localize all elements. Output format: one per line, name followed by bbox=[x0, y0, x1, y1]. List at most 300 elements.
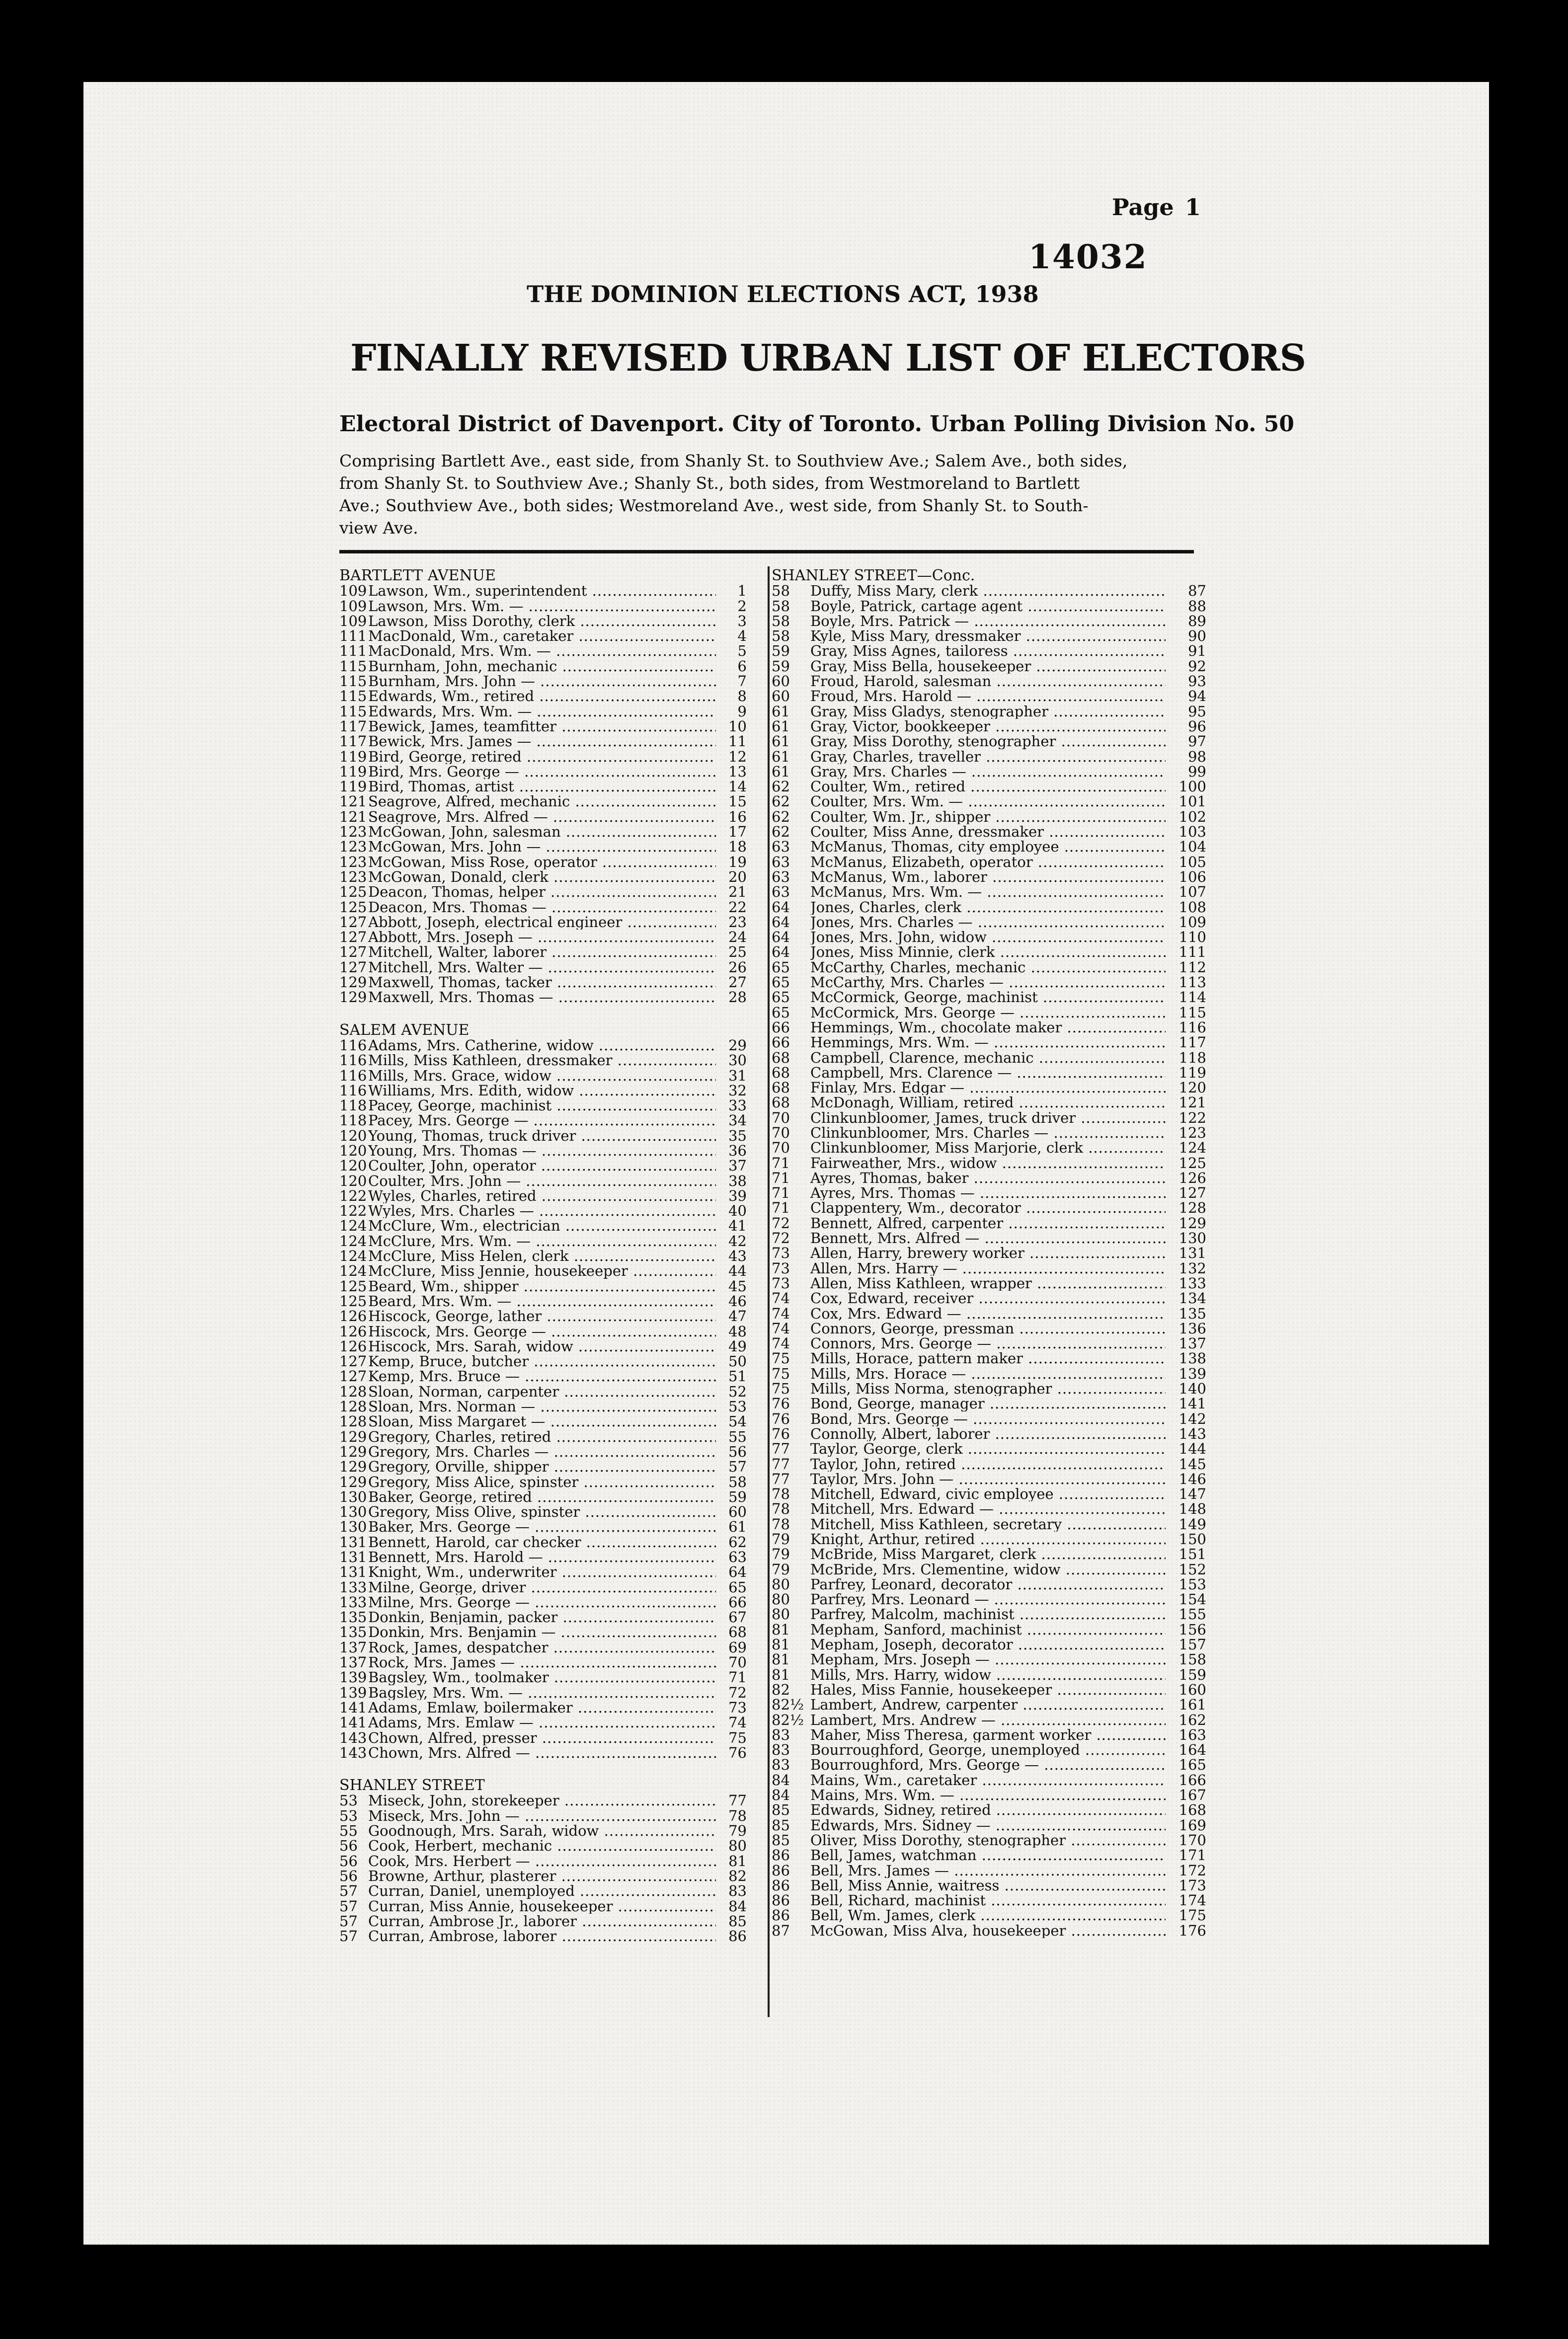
entry-address: 122 bbox=[339, 1203, 367, 1219]
elector-entry bbox=[339, 1475, 747, 1489]
elector-entry bbox=[339, 659, 747, 674]
entry-name: McGowan, Miss Alva, housekeeper ..... bbox=[810, 1923, 1166, 1938]
header-rule bbox=[339, 550, 1194, 553]
elector-list-shanley-continued bbox=[772, 583, 1206, 1938]
entry-number: 40 bbox=[728, 1203, 747, 1219]
entry-name: Coulter, John, operator ..... bbox=[368, 1158, 716, 1173]
entry-address: 68 bbox=[772, 1065, 790, 1081]
entry-number: 162 bbox=[1178, 1712, 1206, 1727]
entry-name: Campbell, Mrs. Clarence — ..... bbox=[810, 1065, 1166, 1080]
entry-address: 121 bbox=[339, 794, 367, 809]
entry-address: 130 bbox=[339, 1519, 367, 1535]
entry-address: 129 bbox=[339, 1429, 367, 1444]
entry-name: McBride, Miss Margaret, clerk ..... bbox=[810, 1547, 1166, 1561]
entry-address: 55 bbox=[339, 1823, 358, 1839]
entry-name: McGowan, Donald, clerk ..... bbox=[368, 869, 716, 884]
entry-name: Hiscock, George, lather ..... bbox=[368, 1309, 716, 1324]
entry-number: 165 bbox=[1178, 1757, 1206, 1773]
entry-name: Mitchell, Walter, laborer ..... bbox=[368, 944, 716, 959]
entry-name: Duffy, Miss Mary, clerk ..... bbox=[810, 583, 1166, 598]
entry-address: 57 bbox=[339, 1883, 358, 1899]
elector-entry bbox=[339, 1143, 747, 1158]
elector-entry bbox=[339, 628, 747, 643]
entry-name: Bell, Mrs. James — ..... bbox=[810, 1863, 1166, 1878]
entry-number: 14 bbox=[728, 779, 747, 794]
entry-name: Cook, Mrs. Herbert — ..... bbox=[368, 1854, 716, 1869]
entry-address: 82 bbox=[772, 1682, 790, 1698]
elector-entry bbox=[772, 1517, 1206, 1532]
entry-name: Seagrove, Mrs. Alfred — ..... bbox=[368, 809, 716, 824]
entry-number: 53 bbox=[728, 1399, 747, 1414]
entry-number: 143 bbox=[1178, 1426, 1206, 1442]
entry-name: Donkin, Mrs. Benjamin — ..... bbox=[368, 1625, 716, 1639]
entry-address: 137 bbox=[339, 1655, 367, 1670]
elector-entry bbox=[339, 975, 747, 990]
elector-entry bbox=[339, 1564, 747, 1579]
entry-number: 144 bbox=[1178, 1441, 1206, 1457]
entry-number: 27 bbox=[728, 975, 747, 990]
entry-number: 110 bbox=[1178, 930, 1206, 945]
entry-address: 84 bbox=[772, 1772, 790, 1788]
entry-name: Jones, Charles, clerk ..... bbox=[810, 900, 1166, 915]
entry-address: 70 bbox=[772, 1125, 790, 1141]
entry-name: Froud, Mrs. Harold — ..... bbox=[810, 689, 1166, 703]
entry-name: Taylor, John, retired ..... bbox=[810, 1457, 1166, 1472]
elector-list-shanley bbox=[339, 1793, 747, 1944]
entry-number: 152 bbox=[1178, 1561, 1206, 1577]
entry-address: 64 bbox=[772, 914, 790, 930]
entry-name: McBride, Mrs. Clementine, widow ..... bbox=[810, 1562, 1166, 1577]
elector-entry bbox=[339, 1625, 747, 1639]
entry-name: Sloan, Norman, carpenter ..... bbox=[368, 1384, 716, 1399]
elector-entry bbox=[772, 764, 1206, 779]
entry-number: 133 bbox=[1178, 1275, 1206, 1291]
entry-address: 127 bbox=[339, 959, 367, 975]
elector-entry bbox=[772, 1020, 1206, 1035]
entry-name: Allen, Mrs. Harry — ..... bbox=[810, 1261, 1166, 1276]
entry-address: 125 bbox=[339, 884, 367, 900]
entry-number: 170 bbox=[1178, 1832, 1206, 1848]
entry-name: Rock, James, despatcher ..... bbox=[368, 1640, 716, 1655]
elector-entry bbox=[772, 1788, 1206, 1802]
elector-entry bbox=[772, 719, 1206, 734]
entry-address: 65 bbox=[772, 975, 790, 990]
entry-address: 77 bbox=[772, 1441, 790, 1457]
entry-number: 66 bbox=[728, 1594, 747, 1610]
elector-entry bbox=[772, 599, 1206, 614]
entry-number: 58 bbox=[728, 1474, 747, 1489]
entry-address: 86 bbox=[772, 1848, 790, 1863]
entry-name: MacDonald, Wm., caretaker ..... bbox=[368, 628, 716, 643]
elector-entry bbox=[772, 1035, 1206, 1050]
entry-name: Wyles, Charles, retired ..... bbox=[368, 1188, 716, 1203]
elector-entry bbox=[339, 719, 747, 734]
elector-entry bbox=[772, 1095, 1206, 1110]
entry-address: 141 bbox=[339, 1715, 367, 1730]
entry-address: 126 bbox=[339, 1309, 367, 1324]
entry-address: 66 bbox=[772, 1019, 790, 1035]
elector-entry bbox=[772, 614, 1206, 628]
entry-number: 142 bbox=[1178, 1411, 1206, 1426]
district-line: Electoral District of Davenport. City of Toronto. Urban Polling Division No. 50 bbox=[339, 411, 1294, 437]
entry-number: 163 bbox=[1178, 1727, 1206, 1743]
entry-address: 86 bbox=[772, 1908, 790, 1923]
elector-entry bbox=[772, 1908, 1206, 1923]
elector-entry bbox=[339, 1309, 747, 1324]
entry-name: Coulter, Wm., retired ..... bbox=[810, 779, 1166, 794]
entry-number: 151 bbox=[1178, 1547, 1206, 1562]
elector-entry bbox=[339, 794, 747, 809]
entry-name: Curran, Ambrose Jr., laborer ..... bbox=[368, 1914, 716, 1929]
entry-address: 63 bbox=[772, 839, 790, 855]
entry-number: 24 bbox=[728, 930, 747, 945]
entry-address: 129 bbox=[339, 975, 367, 990]
entry-address: 130 bbox=[339, 1504, 367, 1520]
entry-name: Abbott, Joseph, electrical engineer ..... bbox=[368, 915, 716, 930]
entry-address: 81 bbox=[772, 1622, 790, 1637]
elector-entry bbox=[339, 1823, 747, 1838]
entry-number: 74 bbox=[728, 1715, 747, 1730]
elector-entry bbox=[339, 1339, 747, 1354]
elector-entry bbox=[772, 1486, 1206, 1501]
entry-name: Curran, Miss Annie, housekeeper ..... bbox=[368, 1899, 716, 1914]
elector-entry bbox=[339, 944, 747, 959]
entry-name: Chown, Mrs. Alfred — ..... bbox=[368, 1745, 716, 1760]
entry-number: 8 bbox=[737, 689, 747, 704]
entry-address: 84 bbox=[772, 1788, 790, 1803]
entry-address: 79 bbox=[772, 1532, 790, 1547]
entry-number: 172 bbox=[1178, 1863, 1206, 1878]
elector-entry bbox=[772, 1607, 1206, 1622]
entry-number: 147 bbox=[1178, 1486, 1206, 1502]
entry-name: Edwards, Wm., retired ..... bbox=[368, 689, 716, 703]
entry-number: 101 bbox=[1178, 794, 1206, 809]
entry-name: Parfrey, Mrs. Leonard — ..... bbox=[810, 1592, 1166, 1607]
entry-address: 129 bbox=[339, 1474, 367, 1489]
elector-entry bbox=[772, 1110, 1206, 1125]
entry-name: Kyle, Miss Mary, dressmaker ..... bbox=[810, 628, 1166, 643]
elector-entry bbox=[772, 1577, 1206, 1592]
entry-number: 95 bbox=[1188, 703, 1206, 719]
left-column bbox=[339, 568, 747, 1944]
elector-entry bbox=[772, 794, 1206, 809]
entry-name: Kemp, Mrs. Bruce — ..... bbox=[368, 1369, 716, 1384]
elector-entry bbox=[339, 809, 747, 824]
entry-name: Bewick, James, teamfitter ..... bbox=[368, 719, 716, 734]
entry-address: 80 bbox=[772, 1592, 790, 1607]
entry-name: Mepham, Mrs. Joseph — ..... bbox=[810, 1652, 1166, 1667]
division-description bbox=[339, 450, 1194, 539]
entry-address: 133 bbox=[339, 1579, 367, 1595]
entry-address: 109 bbox=[339, 598, 367, 614]
entry-name: Bennett, Harold, car checker ..... bbox=[368, 1535, 716, 1550]
entry-name: Beard, Mrs. Wm. — ..... bbox=[368, 1294, 716, 1309]
entry-address: 76 bbox=[772, 1411, 790, 1426]
section-heading-bartlett: BARTLETT AVENUE bbox=[339, 567, 496, 584]
entry-number: 131 bbox=[1178, 1246, 1206, 1261]
entry-number: 149 bbox=[1178, 1516, 1206, 1532]
elector-entry bbox=[772, 990, 1206, 1005]
elector-entry bbox=[772, 1396, 1206, 1411]
entry-name: Coulter, Mrs. Wm. — ..... bbox=[810, 794, 1166, 809]
entry-address: 127 bbox=[339, 944, 367, 960]
entry-number: 114 bbox=[1178, 990, 1206, 1005]
entry-number: 117 bbox=[1178, 1035, 1206, 1050]
entry-name: Bagsley, Mrs. Wm. — ..... bbox=[368, 1685, 716, 1700]
elector-entry bbox=[772, 1185, 1206, 1200]
entry-address: 64 bbox=[772, 899, 790, 915]
entry-name: Mitchell, Edward, civic employee ..... bbox=[810, 1486, 1166, 1501]
entry-address: 72 bbox=[772, 1215, 790, 1231]
entry-address: 57 bbox=[339, 1929, 358, 1944]
entry-number: 88 bbox=[1188, 598, 1206, 614]
entry-name: Mills, Mrs. Harry, widow ..... bbox=[810, 1667, 1166, 1682]
elector-entry bbox=[772, 1050, 1206, 1065]
entry-number: 124 bbox=[1178, 1140, 1206, 1156]
entry-number: 19 bbox=[728, 854, 747, 869]
entry-number: 140 bbox=[1178, 1381, 1206, 1397]
entry-number: 118 bbox=[1178, 1050, 1206, 1065]
elector-entry bbox=[339, 1399, 747, 1414]
entry-number: 41 bbox=[728, 1218, 747, 1234]
entry-address: 87 bbox=[772, 1923, 790, 1939]
entry-name: Burnham, Mrs. John — ..... bbox=[368, 674, 716, 689]
elector-entry bbox=[339, 1038, 747, 1053]
elector-entry bbox=[772, 1802, 1206, 1817]
entry-address: 58 bbox=[772, 583, 790, 599]
entry-number: 5 bbox=[737, 643, 747, 659]
entry-number: 148 bbox=[1178, 1501, 1206, 1517]
elector-entry bbox=[339, 1384, 747, 1399]
entry-address: 141 bbox=[339, 1700, 367, 1715]
entry-name: Gray, Victor, bookkeeper ..... bbox=[810, 719, 1166, 734]
entry-name: Mills, Mrs. Grace, widow ..... bbox=[368, 1068, 716, 1083]
elector-entry bbox=[772, 1592, 1206, 1607]
entry-number: 84 bbox=[728, 1898, 747, 1914]
entry-address: 65 bbox=[772, 1005, 790, 1020]
elector-entry bbox=[772, 674, 1206, 689]
elector-entry bbox=[339, 1640, 747, 1655]
entry-number: 105 bbox=[1178, 854, 1206, 869]
elector-entry bbox=[772, 1547, 1206, 1561]
entry-name: Coulter, Wm. Jr., shipper ..... bbox=[810, 809, 1166, 824]
entry-number: 12 bbox=[728, 749, 747, 764]
entry-address: 123 bbox=[339, 839, 367, 855]
page-number: 1 bbox=[1185, 194, 1201, 221]
entry-number: 31 bbox=[728, 1068, 747, 1083]
entry-address: 127 bbox=[339, 930, 367, 945]
entry-name: Baker, Mrs. George — ..... bbox=[368, 1519, 716, 1534]
entry-address: 86 bbox=[772, 1863, 790, 1878]
elector-entry bbox=[339, 930, 747, 944]
entry-name: Milne, George, driver ..... bbox=[368, 1580, 716, 1595]
entry-address: 82½ bbox=[772, 1697, 804, 1713]
entry-number: 42 bbox=[728, 1233, 747, 1249]
section-heading-shanley-continued: SHANLEY STREET—Conc. bbox=[772, 567, 975, 584]
entry-address: 57 bbox=[339, 1898, 358, 1914]
entry-address: 118 bbox=[339, 1113, 367, 1128]
elector-entry bbox=[339, 1188, 747, 1203]
entry-address: 62 bbox=[772, 779, 790, 794]
elector-entry bbox=[339, 839, 747, 854]
column-divider bbox=[768, 566, 770, 2017]
entry-name: Mitchell, Mrs. Edward — ..... bbox=[810, 1501, 1166, 1516]
elector-entry bbox=[772, 1697, 1206, 1712]
entry-number: 72 bbox=[728, 1685, 747, 1700]
entry-name: Bird, Thomas, artist ..... bbox=[368, 779, 716, 794]
elector-entry bbox=[339, 1730, 747, 1745]
entry-name: Boyle, Mrs. Patrick — ..... bbox=[810, 614, 1166, 628]
elector-entry bbox=[772, 869, 1206, 884]
entry-name: Edwards, Mrs. Wm. — ..... bbox=[368, 704, 716, 719]
elector-entry bbox=[339, 1414, 747, 1429]
entry-number: 44 bbox=[728, 1263, 747, 1279]
entry-address: 119 bbox=[339, 749, 367, 764]
entry-number: 146 bbox=[1178, 1471, 1206, 1487]
elector-entry bbox=[772, 1742, 1206, 1757]
elector-entry bbox=[339, 1550, 747, 1564]
entry-address: 124 bbox=[339, 1248, 367, 1264]
entry-name: McManus, Thomas, city employee ..... bbox=[810, 839, 1166, 854]
elector-entry bbox=[339, 1854, 747, 1869]
entry-address: 63 bbox=[772, 854, 790, 869]
elector-entry bbox=[772, 1863, 1206, 1878]
entry-number: 130 bbox=[1178, 1231, 1206, 1246]
entry-address: 128 bbox=[339, 1414, 367, 1429]
elector-entry bbox=[339, 1685, 747, 1700]
entry-number: 69 bbox=[728, 1639, 747, 1655]
section-heading-salem: SALEM AVENUE bbox=[339, 1021, 470, 1039]
entry-name: Bennett, Mrs. Alfred — ..... bbox=[810, 1231, 1166, 1246]
entry-number: 59 bbox=[728, 1489, 747, 1505]
elector-entry bbox=[772, 583, 1206, 598]
entry-number: 141 bbox=[1178, 1396, 1206, 1411]
entry-address: 53 bbox=[339, 1808, 358, 1824]
description-line: Ave.; Southview Ave., both sides; Westmoreland Ave., west side, from Shanly St. to South- bbox=[339, 496, 1089, 515]
entry-address: 65 bbox=[772, 990, 790, 1005]
entry-name: Pacey, George, machinist ..... bbox=[368, 1098, 716, 1113]
entry-number: 155 bbox=[1178, 1607, 1206, 1622]
entry-name: Connors, Mrs. George — ..... bbox=[810, 1336, 1166, 1351]
entry-name: Gregory, Miss Alice, spinster ..... bbox=[368, 1475, 716, 1489]
entry-number: 106 bbox=[1178, 869, 1206, 885]
elector-entry bbox=[339, 1883, 747, 1898]
entry-number: 112 bbox=[1178, 959, 1206, 975]
entry-number: 127 bbox=[1178, 1185, 1206, 1201]
entry-name: Mains, Mrs. Wm. — ..... bbox=[810, 1788, 1166, 1802]
entry-number: 154 bbox=[1178, 1592, 1206, 1607]
entry-number: 171 bbox=[1178, 1848, 1206, 1863]
elector-entry bbox=[772, 1878, 1206, 1893]
entry-name: Clinkunbloomer, Mrs. Charles — ..... bbox=[810, 1125, 1166, 1140]
elector-entry bbox=[772, 1276, 1206, 1291]
entry-address: 70 bbox=[772, 1140, 790, 1156]
entry-address: 61 bbox=[772, 749, 790, 764]
entry-address: 71 bbox=[772, 1170, 790, 1186]
entry-number: 50 bbox=[728, 1354, 747, 1369]
elector-entry bbox=[772, 704, 1206, 719]
entry-address: 62 bbox=[772, 809, 790, 825]
entry-address: 126 bbox=[339, 1324, 367, 1339]
elector-entry bbox=[772, 1773, 1206, 1788]
elector-entry bbox=[772, 1833, 1206, 1848]
entry-number: 138 bbox=[1178, 1351, 1206, 1366]
entry-name: Deacon, Mrs. Thomas — ..... bbox=[368, 900, 716, 915]
elector-entry bbox=[772, 1501, 1206, 1516]
elector-entry bbox=[339, 1128, 747, 1143]
entry-address: 64 bbox=[772, 944, 790, 960]
entry-number: 70 bbox=[728, 1655, 747, 1670]
entry-number: 20 bbox=[728, 869, 747, 885]
entry-address: 116 bbox=[339, 1037, 367, 1053]
entry-number: 33 bbox=[728, 1098, 747, 1113]
entry-name: Miseck, Mrs. John — ..... bbox=[368, 1808, 716, 1823]
entry-name: Clinkunbloomer, James, truck driver ..... bbox=[810, 1110, 1166, 1125]
entry-address: 131 bbox=[339, 1550, 367, 1565]
entry-address: 117 bbox=[339, 718, 367, 734]
entry-name: Boyle, Patrick, cartage agent ..... bbox=[810, 599, 1166, 614]
entry-name: Deacon, Thomas, helper ..... bbox=[368, 884, 716, 899]
entry-name: Curran, Ambrose, laborer ..... bbox=[368, 1929, 716, 1944]
entry-address: 81 bbox=[772, 1652, 790, 1667]
elector-entry bbox=[772, 1366, 1206, 1381]
entry-number: 49 bbox=[728, 1338, 747, 1354]
elector-entry bbox=[339, 884, 747, 899]
elector-entry bbox=[772, 1532, 1206, 1547]
entry-number: 156 bbox=[1178, 1622, 1206, 1637]
elector-entry bbox=[339, 734, 747, 749]
elector-entry bbox=[772, 1727, 1206, 1742]
entry-number: 137 bbox=[1178, 1336, 1206, 1351]
entry-name: Clappentery, Wm., decorator ..... bbox=[810, 1200, 1166, 1215]
entry-number: 96 bbox=[1188, 718, 1206, 734]
entry-name: Sloan, Miss Margaret — ..... bbox=[368, 1414, 716, 1429]
elector-entry bbox=[339, 990, 747, 1005]
entry-address: 73 bbox=[772, 1260, 790, 1276]
elector-entry bbox=[772, 960, 1206, 975]
elector-entry bbox=[772, 1848, 1206, 1863]
elector-entry bbox=[772, 1216, 1206, 1231]
entry-number: 18 bbox=[728, 839, 747, 855]
entry-name: Gray, Miss Bella, housekeeper ..... bbox=[810, 659, 1166, 674]
entry-address: 60 bbox=[772, 674, 790, 689]
entry-name: McManus, Elizabeth, operator ..... bbox=[810, 855, 1166, 869]
elector-entry bbox=[772, 1306, 1206, 1321]
entry-name: Bennett, Alfred, carpenter ..... bbox=[810, 1216, 1166, 1231]
entry-name: Taylor, Mrs. John — ..... bbox=[810, 1472, 1166, 1486]
entry-address: 111 bbox=[339, 628, 367, 644]
entry-number: 116 bbox=[1178, 1019, 1206, 1035]
entry-address: 71 bbox=[772, 1155, 790, 1170]
elector-entry bbox=[772, 628, 1206, 643]
entry-name: Bourroughford, Mrs. George — ..... bbox=[810, 1757, 1166, 1772]
entry-address: 81 bbox=[772, 1637, 790, 1652]
entry-number: 7 bbox=[737, 674, 747, 689]
entry-name: Gray, Miss Agnes, tailoress ..... bbox=[810, 643, 1166, 658]
elector-entry bbox=[339, 855, 747, 869]
entry-number: 102 bbox=[1178, 809, 1206, 825]
entry-number: 11 bbox=[728, 734, 747, 749]
entry-name: Finlay, Mrs. Edgar — ..... bbox=[810, 1080, 1166, 1095]
entry-number: 123 bbox=[1178, 1125, 1206, 1141]
entry-number: 37 bbox=[728, 1158, 747, 1173]
elector-entry bbox=[339, 869, 747, 884]
entry-number: 167 bbox=[1178, 1788, 1206, 1803]
entry-number: 82 bbox=[728, 1868, 747, 1884]
elector-list-salem bbox=[339, 1038, 747, 1760]
entry-name: Mills, Miss Kathleen, dressmaker ..... bbox=[368, 1053, 716, 1068]
entry-address: 74 bbox=[772, 1336, 790, 1351]
